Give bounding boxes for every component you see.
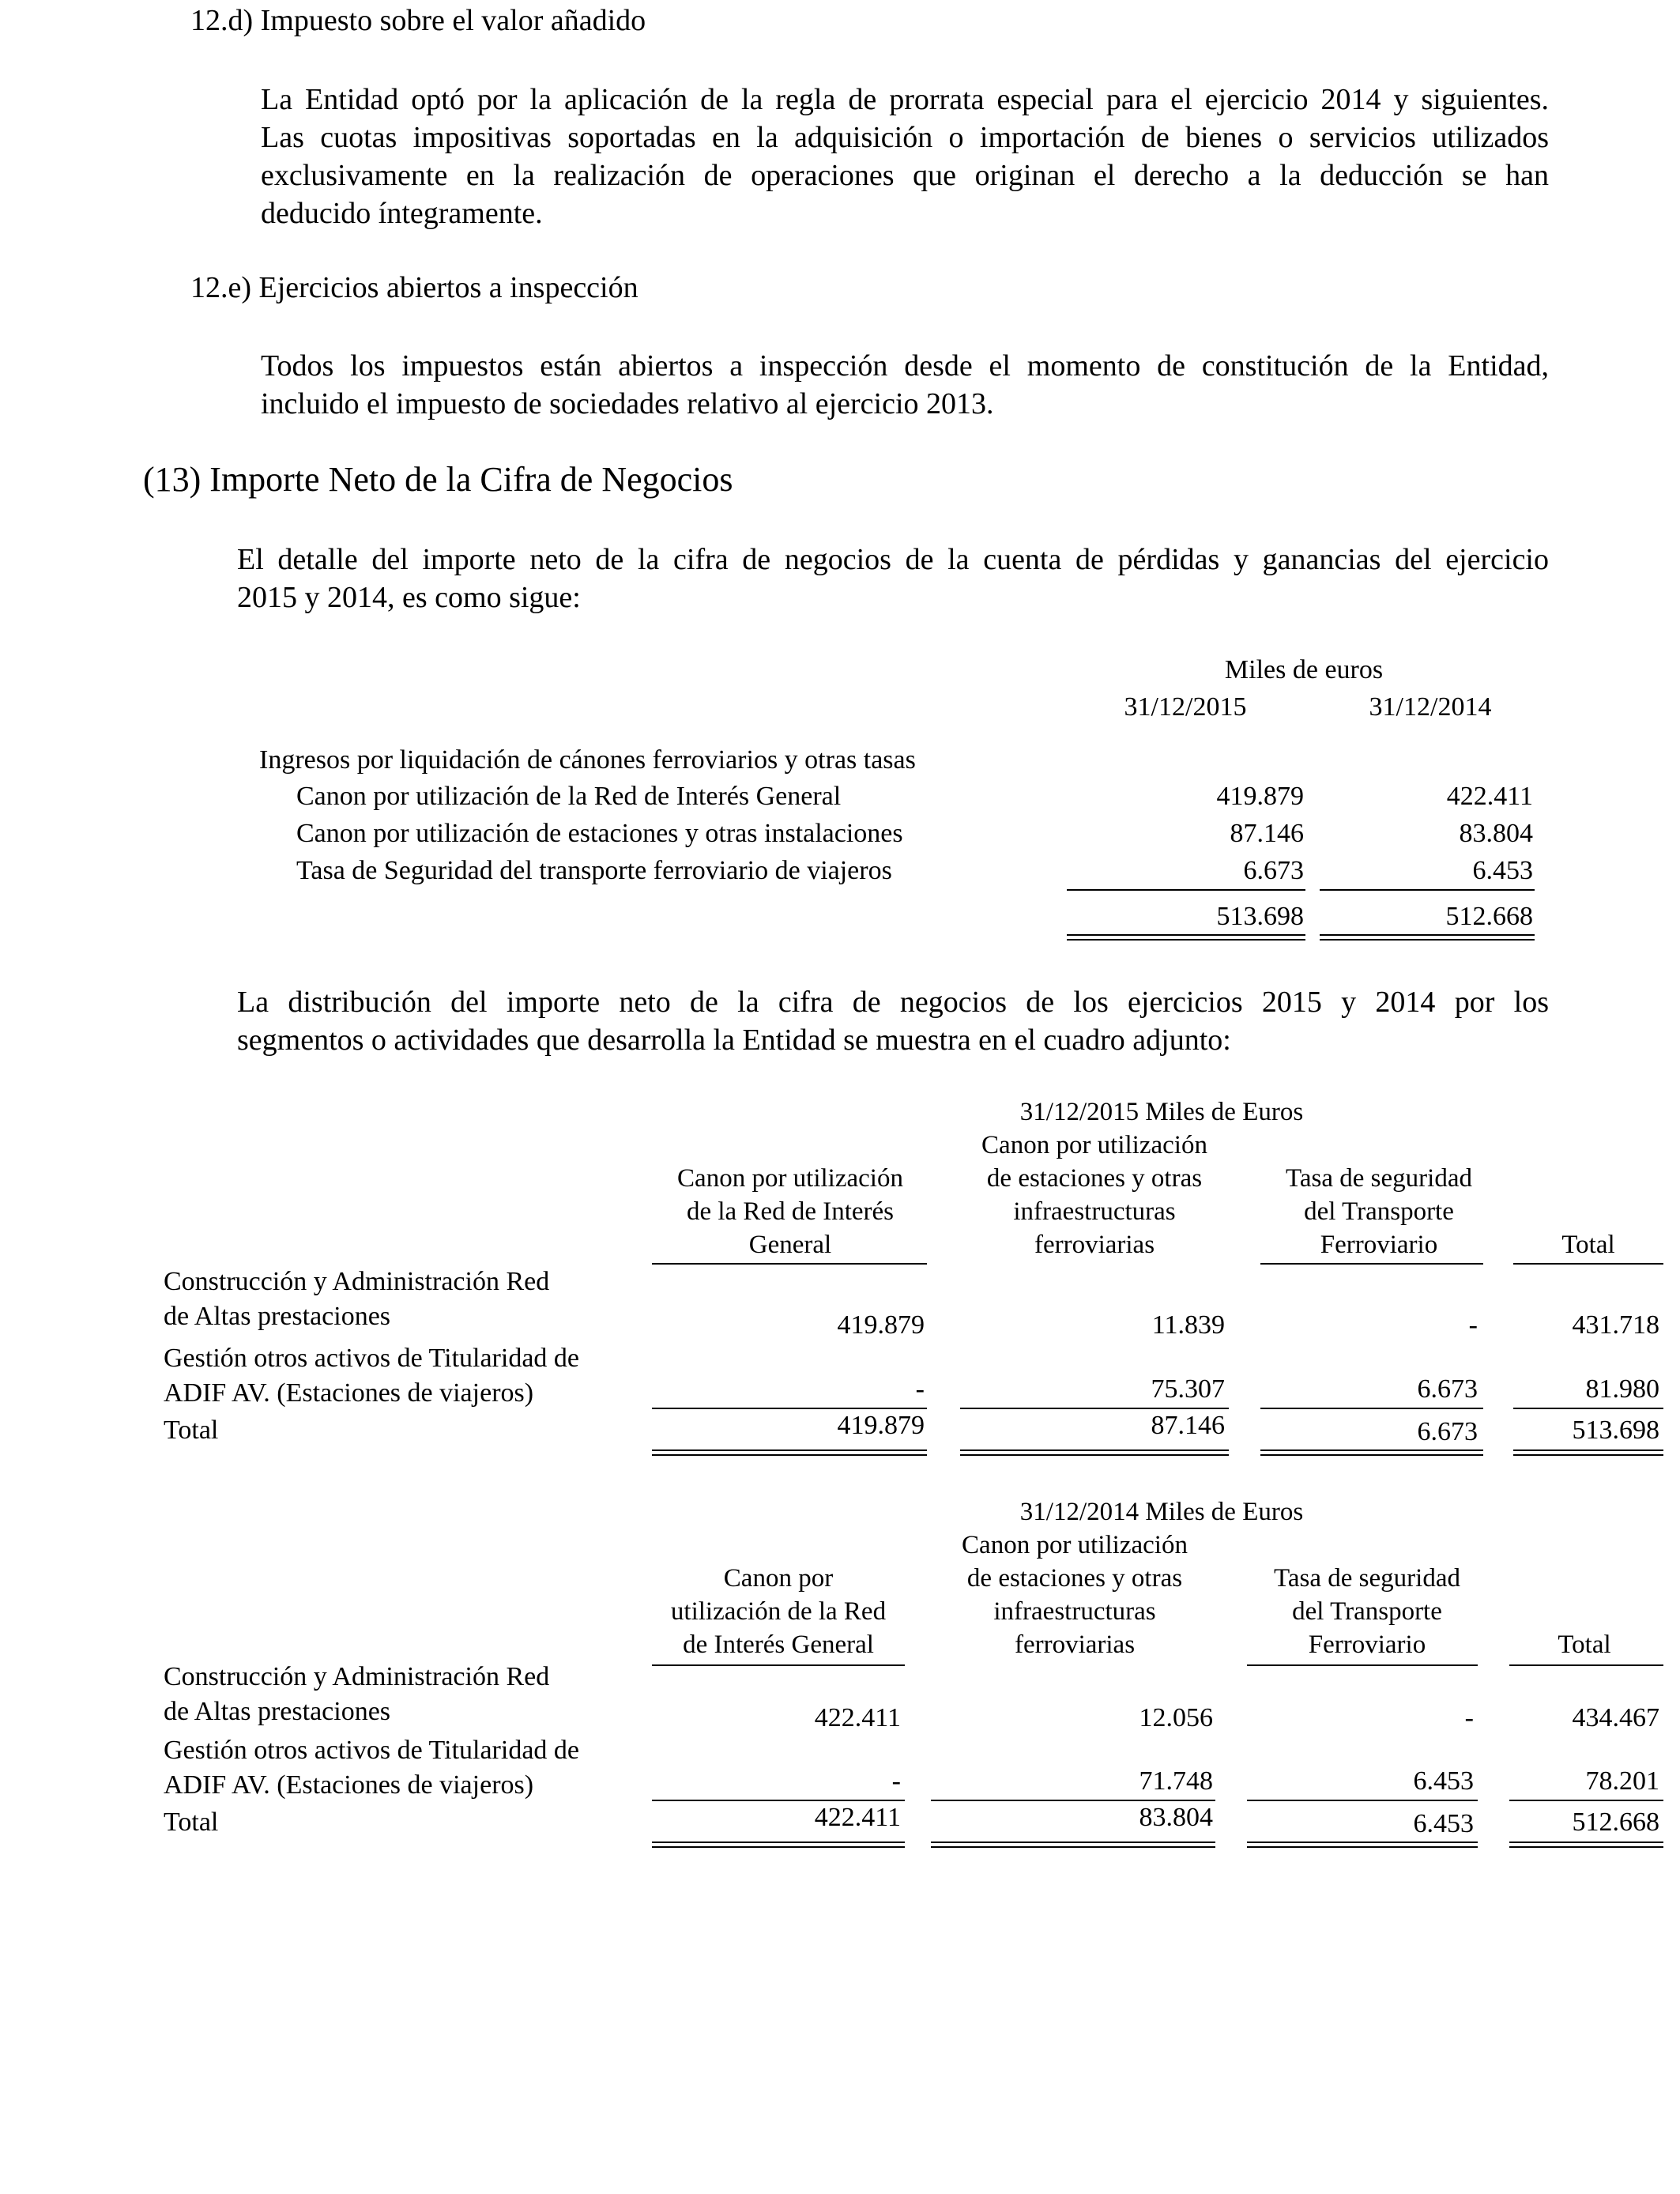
cell-red: 419.879 [837,1310,925,1340]
header-line: Ferroviario [1320,1231,1438,1259]
paragraph-line: Todos los impuestos están abiertos a inspección desde el momento de constitución de la Entidad, [261,349,1549,383]
column-header-total: Total [1558,1630,1611,1659]
column-header-red [652,1162,929,1261]
row-label-total: Total [164,1416,219,1445]
total-double-rule [1260,1449,1483,1456]
cell-total-tasa: 6.453 [1413,1809,1474,1838]
subtotal-rule [1320,889,1535,891]
subtotal-rule [1509,1800,1663,1801]
table-cell-2014: 83.804 [1459,819,1533,848]
section-13-heading: (13) Importe Neto de la Cifra de Negocios [143,460,733,499]
table-title: 31/12/2014 Miles de Euros [1019,1498,1304,1526]
header-rule [1247,1664,1478,1666]
paragraph-line: deducido íntegramente. [261,197,543,230]
table-row-label: Tasa de Seguridad del transporte ferroviario de viajeros [296,856,892,885]
total-double-rule [1509,1842,1663,1848]
cell-total: 431.718 [1572,1310,1659,1340]
cell-tasa: - [1468,1310,1478,1340]
header-line: ferroviarias [1014,1630,1136,1659]
cell-tasa: - [1464,1703,1474,1732]
cell-total-red: 422.411 [814,1803,901,1832]
header-line: General [748,1231,832,1259]
total-double-rule [1247,1842,1478,1848]
header-line: infraestructuras [993,1597,1156,1626]
table-cell-2014: 6.453 [1472,856,1533,885]
label-line: Construcción y Administración Red [164,1662,550,1691]
label-line: de Altas prestaciones [164,1302,391,1331]
table-row-label: Canon por utilización de estaciones y otras instalaciones [296,819,903,848]
section-13-intro [237,541,1549,616]
column-header-2015: 31/12/2015 [1124,692,1247,722]
table-cell-2015: 87.146 [1230,819,1304,848]
total-double-rule [1067,934,1305,941]
header-line: Canon por utilización [981,1131,1207,1159]
header-line: utilización de la Red [670,1597,887,1626]
header-line: de la Red de Interés [686,1197,895,1226]
table-cell-2015: 6.673 [1243,856,1304,885]
column-header-estaciones [925,1529,1225,1661]
header-line: ferroviarias [1034,1231,1155,1259]
column-header-2014: 31/12/2014 [1369,692,1492,722]
subtotal-rule [1247,1800,1478,1801]
paragraph-line: Las cuotas impositivas soportadas en la adquisición o importación de bienes o servicios utilizados [261,121,1549,154]
header-rule [1509,1664,1663,1666]
label-line: de Altas prestaciones [164,1697,391,1726]
table-row-label: Canon por utilización de la Red de Interés General [296,782,842,811]
cell-total: 78.201 [1585,1766,1659,1796]
table-cell-2014: 422.411 [1446,782,1533,811]
total-double-rule [652,1449,927,1456]
table-unit-header: Miles de euros [1224,655,1384,684]
paragraph-line: La Entidad optó por la aplicación de la regla de prorrata especial para el ejercicio 2014 y siguientes. [261,83,1549,116]
section-12d-paragraph [261,81,1549,232]
row-label-gestion [164,1341,579,1411]
cell-total-total: 512.668 [1572,1808,1659,1837]
cell-total-red: 419.879 [837,1411,925,1440]
row-label-construccion [164,1265,549,1334]
total-double-rule [931,1842,1215,1848]
header-rule [652,1263,927,1265]
header-rule [1513,1263,1663,1265]
label-line: Gestión otros activos de Titularidad de [164,1736,580,1765]
header-line: de Interés General [683,1630,874,1659]
subtotal-rule [1067,889,1305,891]
table-total-2014: 512.668 [1445,902,1533,931]
section-12e-paragraph [261,347,1549,423]
cell-red: 422.411 [814,1703,901,1732]
cell-tasa: 6.673 [1417,1374,1478,1404]
cell-estaciones: 11.839 [1151,1310,1225,1340]
paragraph-line: exclusivamente en la realización de operaciones que originan el derecho a la deducción se han [261,159,1549,192]
column-header-red [648,1562,909,1661]
header-line: del Transporte [1292,1597,1442,1626]
header-line: del Transporte [1304,1197,1454,1226]
total-double-rule [1320,934,1535,941]
cell-estaciones: 12.056 [1139,1703,1213,1732]
group-label: Ingresos por liquidación de cánones ferroviarios y otras tasas [259,745,916,775]
label-line: Construcción y Administración Red [164,1267,550,1296]
label-line: Gestión otros activos de Titularidad de [164,1344,580,1373]
cell-total-total: 513.698 [1572,1416,1659,1445]
cell-total: 81.980 [1585,1374,1659,1404]
header-line: Canon por utilización [677,1164,903,1193]
header-line: infraestructuras [1013,1197,1176,1226]
cell-red: - [915,1374,925,1404]
paragraph-line: incluido el impuesto de sociedades relativo al ejercicio 2013. [261,387,994,420]
section-12e-heading: 12.e) Ejercicios abiertos a inspección [190,271,638,304]
cell-total-estaciones: 83.804 [1139,1803,1213,1832]
header-rule [652,1664,905,1666]
header-line: de estaciones y otras [986,1164,1203,1193]
label-line: ADIF AV. (Estaciones de viajeros) [164,1770,534,1800]
subtotal-rule [1513,1408,1663,1409]
header-line: Tasa de seguridad [1286,1164,1472,1193]
total-double-rule [652,1842,905,1848]
section-12d-heading: 12.d) Impuesto sobre el valor añadido [190,4,646,37]
header-line: Canon por [723,1564,834,1593]
paragraph-line: 2015 y 2014, es como sigue: [237,581,581,614]
cell-total-estaciones: 87.146 [1151,1411,1225,1440]
cell-total: 434.467 [1572,1703,1659,1732]
table-title: 31/12/2015 Miles de Euros [1019,1098,1304,1126]
cell-red: - [891,1766,901,1796]
header-line: Ferroviario [1308,1630,1426,1659]
header-line: Canon por utilización [962,1531,1188,1559]
paragraph-line: segmentos o actividades que desarrolla la Entidad se muestra en el cuadro adjunto: [237,1023,1231,1057]
paragraph-line: La distribución del importe neto de la cifra de negocios de los ejercicios 2015 y 2014 por los [237,986,1549,1019]
column-header-tasa [1249,1562,1486,1661]
label-line: ADIF AV. (Estaciones de viajeros) [164,1378,534,1408]
table-total-2015: 513.698 [1216,902,1304,931]
subtotal-rule [1260,1408,1483,1409]
table-cell-2015: 419.879 [1216,782,1304,811]
total-double-rule [1513,1449,1663,1456]
column-header-estaciones [944,1129,1245,1261]
row-label-total: Total [164,1808,219,1837]
header-line: de estaciones y otras [966,1564,1183,1593]
row-label-gestion [164,1733,579,1803]
cell-estaciones: 71.748 [1139,1766,1213,1796]
paragraph-line: El detalle del importe neto de la cifra de negocios de la cuenta de pérdidas y ganancias del ejercicio [237,543,1549,576]
cell-tasa: 6.453 [1413,1766,1474,1796]
cell-estaciones: 75.307 [1151,1374,1225,1404]
column-header-total: Total [1561,1231,1615,1259]
distribution-intro [237,983,1549,1059]
row-label-construccion [164,1660,549,1729]
column-header-tasa [1264,1162,1494,1261]
header-rule [1260,1263,1483,1265]
header-line: Tasa de seguridad [1274,1564,1460,1593]
total-double-rule [960,1449,1229,1456]
cell-total-tasa: 6.673 [1417,1417,1478,1446]
